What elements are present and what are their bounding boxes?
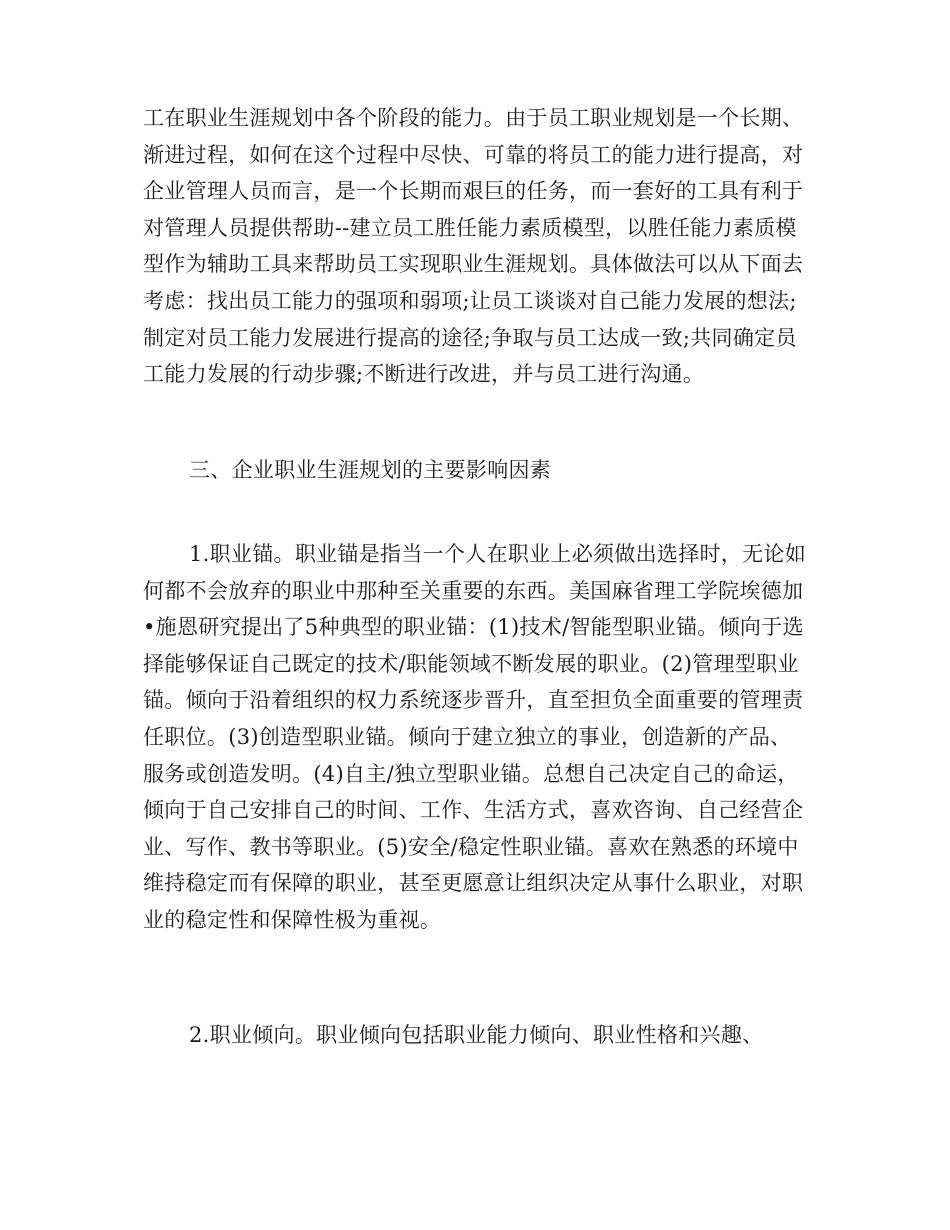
paragraph-career-anchor: 1.职业锚。职业锚是指当一个人在职业上必须做出选择时，无论如何都不会放弃的职业中那种至关重要的东西。美国麻省理工学院埃德加•施恩研究提出了5种典型的职业锚：(1)技术/智能型职业锚。倾向于选择能够保证自己既定的技术/职能领域不断发展的职业。(2)管理型职业锚。倾向于沿着组织的权力系统逐步晋升，直至担负全面重要的管理责任职位。(3)创造型职业锚。倾向于建立独立的事业，创造新的产品、服务或创造发明。(4)自主/独立型职业锚。总想自己决定自己的命运，倾向于自己安排自己的时间、工作、生活方式，喜欢咨询、自己经营企业、写作、教书等职业。(5)安全/稳定性职业锚。喜欢在熟悉的环境中维持稳定而有保障的职业，甚至更愿意让组织决定从事什么职业，对职业的稳定性和保障性极为重视。 — [143, 542, 807, 932]
paragraph-continued: 工在职业生涯规划中各个阶段的能力。由于员工职业规划是一个长期、渐进过程，如何在这个过程中尽快、可靠的将员工的能力进行提高，对企业管理人员而言，是一个长期而艰巨的任务，而一套好的工具有利于对管理人员提供帮助--建立员工胜任能力素质模型，以胜任能力素质模型作为辅助工具来帮助员工实现职业生涯规划。具体做法可以从下面去考虑：找出员工能力的强项和弱项;让员工谈谈对自己能力发展的想法;制定对员工能力发展进行提高的途径;争取与员工达成一致;共同确定员工能力发展的行动步骤;不断进行改进，并与员工进行沟通。 — [143, 106, 804, 387]
paragraph-career-tendency: 2.职业倾向。职业倾向包括职业能力倾向、职业性格和兴趣、 — [189, 1023, 764, 1047]
section-heading: 三、企业职业生涯规划的主要影响因素 — [189, 458, 552, 482]
